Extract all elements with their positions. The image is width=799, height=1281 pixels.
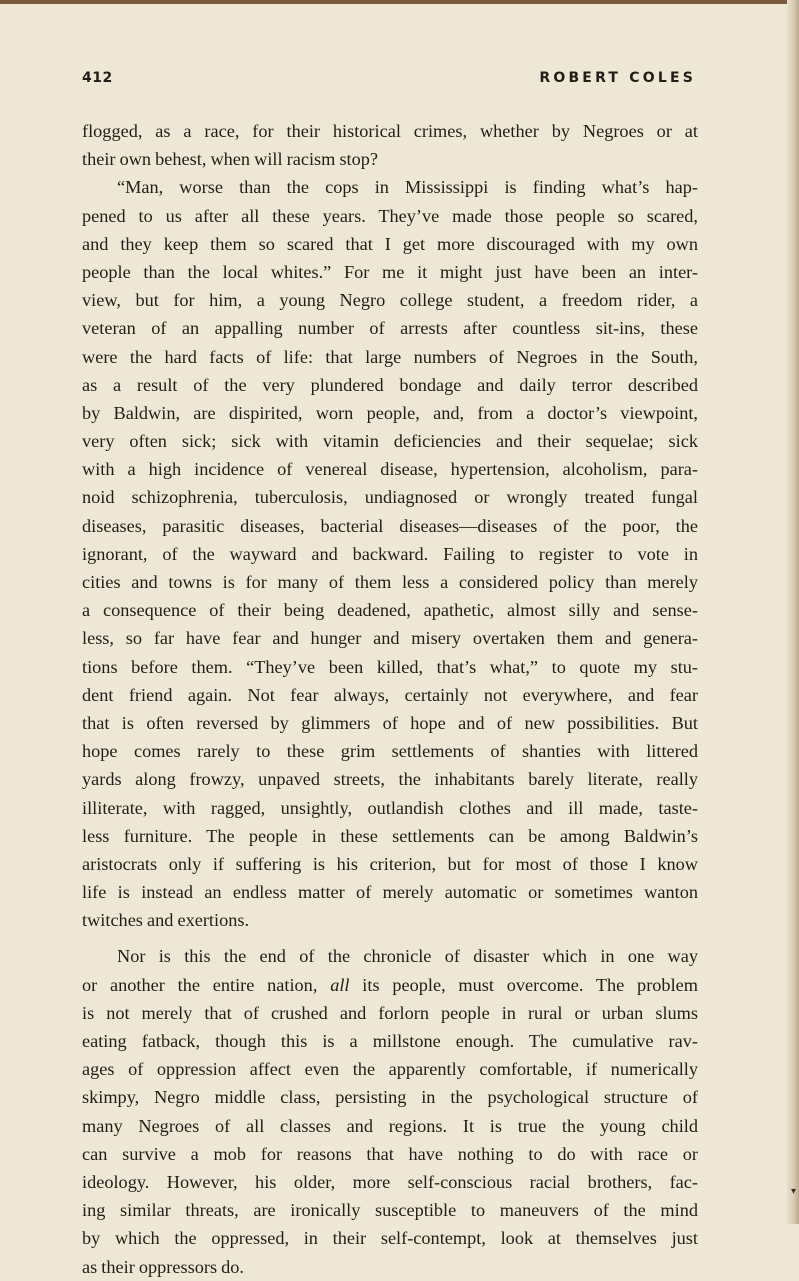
text-line: as their oppressors do. bbox=[82, 1256, 244, 1277]
top-page-edge bbox=[0, 0, 799, 4]
text-line: hope comes rarely to these grim settlements of shanties with littered bbox=[82, 741, 698, 762]
body-text bbox=[82, 117, 698, 1281]
text-line: very often sick; sick with vitamin deficiencies and their sequelae; sick bbox=[82, 431, 698, 452]
text-line: ideology. However, his older, more self-conscious racial brothers, fac- bbox=[82, 1171, 698, 1192]
paragraph bbox=[82, 942, 698, 1280]
text-line: people than the local whites.” For me it might just have been an inter- bbox=[82, 261, 698, 282]
text-line: tions before them. “They’ve been killed, that’s what,” to quote my stu- bbox=[82, 656, 698, 677]
text-line: pened to us after all these years. They’ve made those people so scared, bbox=[82, 205, 698, 226]
running-head-author: ROBERT COLES bbox=[539, 70, 696, 86]
text-line: their own behest, when will racism stop? bbox=[82, 149, 379, 170]
right-page-edge bbox=[787, 0, 799, 1224]
text-line: noid schizophrenia, tuberculosis, undiagnosed or wrongly treated fungal bbox=[82, 487, 698, 508]
text-line: that is often reversed by glimmers of hope and of new possibilities. But bbox=[82, 712, 698, 733]
text-line: as a result of the very plundered bondage and daily terror described bbox=[82, 374, 698, 395]
text-line: ages of oppression affect even the apparently comfortable, if numerically bbox=[82, 1059, 698, 1080]
text-line: “Man, worse than the cops in Mississippi is finding what’s hap- bbox=[117, 177, 698, 198]
page-number: 412 bbox=[82, 70, 113, 86]
text-line: aristocrats only if suffering is his criterion, but for most of those I know bbox=[82, 853, 698, 874]
text-line: yards along frowzy, unpaved streets, the inhabitants barely literate, really bbox=[82, 769, 698, 790]
text-line: less, so far have fear and hunger and misery overtaken them and genera- bbox=[82, 628, 698, 649]
text-line: were the hard facts of life: that large numbers of Negroes in the South, bbox=[82, 346, 698, 367]
text-line: skimpy, Negro middle class, persisting in the psychological structure of bbox=[82, 1087, 698, 1108]
text-line: by which the oppressed, in their self-contempt, look at themselves just bbox=[82, 1228, 698, 1249]
text-line: view, but for him, a young Negro college student, a freedom rider, a bbox=[82, 290, 698, 311]
text-line: flogged, as a race, for their historical crimes, whether by Negroes or at bbox=[82, 121, 698, 141]
paragraph-gap bbox=[82, 934, 698, 942]
text-line: diseases, parasitic diseases, bacterial diseases—diseases of the poor, the bbox=[82, 515, 698, 536]
text-line: by Baldwin, are dispirited, worn people, and, from a doctor’s viewpoint, bbox=[82, 402, 698, 423]
edge-mark: ▾ bbox=[790, 1186, 796, 1197]
text-line: with a high incidence of venereal disease, hypertension, alcoholism, para- bbox=[82, 459, 698, 480]
text-line: cities and towns is for many of them less a considered policy than merely bbox=[82, 572, 698, 592]
paragraph bbox=[82, 117, 698, 173]
text-line: or another the entire nation, all its people, must overcome. The problem bbox=[82, 974, 698, 995]
text-line: ing similar threats, are ironically susceptible to maneuvers of the mind bbox=[82, 1200, 698, 1221]
text-line: Nor is this the end of the chronicle of disaster which in one way bbox=[117, 946, 698, 967]
running-head bbox=[82, 70, 696, 92]
text-line: and they keep them so scared that I get more discouraged with my own bbox=[82, 233, 698, 254]
paragraph bbox=[82, 173, 698, 934]
text-line: life is instead an endless matter of merely automatic or sometimes wanton bbox=[82, 882, 698, 903]
text-line: many Negroes of all classes and regions. It is true the young child bbox=[82, 1115, 698, 1136]
text-line: less furniture. The people in these settlements can be among Baldwin’s bbox=[82, 825, 698, 846]
text-line: illiterate, with ragged, unsightly, outlandish clothes and ill made, taste- bbox=[82, 797, 698, 818]
text-line: can survive a mob for reasons that have nothing to do with race or bbox=[82, 1143, 698, 1164]
text-line: twitches and exertions. bbox=[82, 910, 250, 931]
text-line: a consequence of their being deadened, apathetic, almost silly and sense- bbox=[82, 600, 698, 621]
text-line: dent friend again. Not fear always, certainly not everywhere, and fear bbox=[82, 684, 698, 705]
text-line: ignorant, of the wayward and backward. Failing to register to vote in bbox=[82, 543, 698, 564]
text-line: eating fatback, though this is a millstone enough. The cumulative rav- bbox=[82, 1031, 698, 1051]
text-line: is not merely that of crushed and forlorn people in rural or urban slums bbox=[82, 1002, 698, 1023]
text-line: veteran of an appalling number of arrests after countless sit-ins, these bbox=[82, 318, 698, 339]
